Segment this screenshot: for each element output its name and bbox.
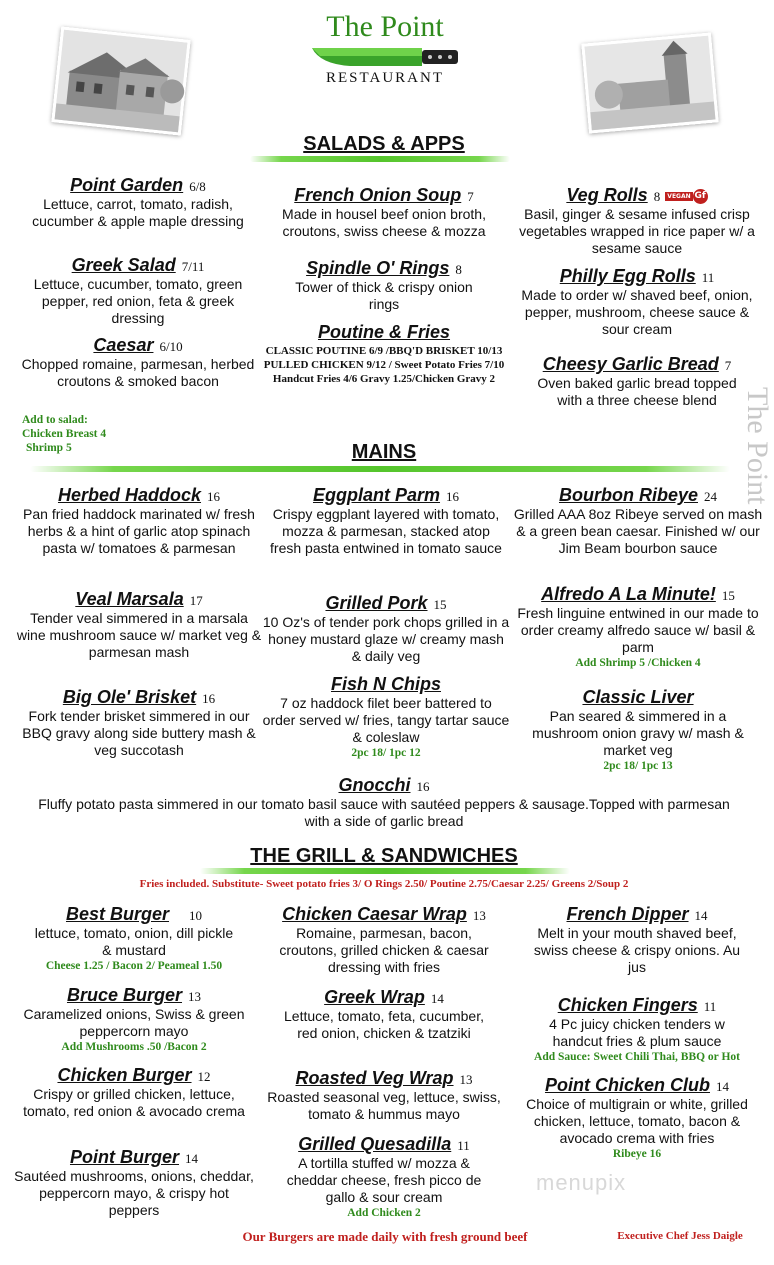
item-name: Chicken Burger [57,1065,192,1085]
menu-item-bruce-burger [14,985,254,1054]
item-desc: Melt in your mouth shaved beef, swiss cheese & crispy onions. Au jus [533,925,741,975]
section-title-salads: SALADS & APPS [303,133,465,155]
logo-subtitle: RESTAURANT [326,70,444,86]
menupix-watermark: menupix [536,1170,627,1195]
item-desc: Choice of multigrain or white, grilled chicken, lettuce, tomato, bacon & avocado crema with fries [526,1096,748,1146]
item-name: Greek Wrap [324,987,425,1007]
item-price: 16 [416,779,430,794]
item-price: 15 [721,588,735,603]
menu-item-classic-liver [512,687,764,773]
section-underline [30,466,730,472]
item-addon: 2pc 18/ 1pc 13 [603,760,673,772]
item-desc: 4 Pc juicy chicken tenders w handcut fries & plum sauce [549,1016,725,1049]
menu-item-point-garden [18,175,258,230]
item-price: 11 [703,999,717,1014]
item-price: 7 [724,358,732,373]
knife-icon [310,46,460,68]
item-price: 15 [433,597,447,612]
item-addon: Add Chicken 2 [347,1207,421,1219]
menu-item-point-burger [14,1147,254,1219]
item-name: Alfredo A La Minute! [541,584,716,604]
item-price: 7 [467,189,474,204]
item-price: 8 [455,262,462,277]
menu-item-fish-n-chips [262,674,510,760]
menu-item-french-dipper [514,904,760,976]
item-desc: Lettuce, tomato, feta, cucumber, red onion, chicken & tzatziki [284,1008,484,1041]
item-price: 17 [189,593,203,608]
section-title-mains: MAINS [351,441,417,463]
menu-item-french-onion [262,185,506,240]
logo-title: The Point [326,10,444,43]
section-underline [250,156,510,162]
menu-item-eggplant-parm [266,485,506,557]
item-desc: Romaine, parmesan, bacon, croutons, grilled chicken & caesar dressing with fries [279,925,489,975]
item-name: Caesar [93,335,154,355]
item-price: 11 [701,270,715,285]
item-price: 7/11 [181,259,205,274]
item-addon: Ribeye 16 [612,1148,662,1160]
item-addon: Cheese 1.25 / Bacon 2/ Peameal 1.50 [45,960,223,972]
menu-item-poutine [262,322,506,386]
item-name: Spindle O' Rings [306,258,450,278]
item-name: Veal Marsala [75,589,184,609]
menu-item-gnocchi [20,775,748,830]
section-underline [200,868,570,874]
menu-item-alfredo [512,584,764,670]
item-desc: Grilled AAA 8oz Ribeye served on mash & a green bean caesar. Finished w/ our Jim Beam bourbon sauce [513,506,763,556]
vegan-badge: VEGAN [667,193,691,200]
item-price: 11 [457,1138,470,1153]
item-name: Gnocchi [338,775,411,795]
item-name: Fish N Chips [330,674,441,694]
item-desc: Fork tender brisket simmered in our BBQ gravy along side buttery mash & veg succotash [22,708,256,758]
item-name: Point Burger [69,1147,179,1167]
item-name: Point Garden [70,175,184,195]
menu-item-roasted-veg-wrap [260,1068,508,1123]
menu-item-philly-egg-rolls [512,266,762,338]
menu-item-spindle-rings [262,258,506,313]
old-house-photo [51,26,190,135]
menu-item-herbed-haddock [14,485,264,557]
item-name: Philly Egg Rolls [559,266,696,286]
menu-item-bourbon-ribeye [512,485,764,557]
item-price: 10 [189,908,203,923]
item-name: Point Chicken Club [544,1075,710,1095]
item-price: 13 [188,989,202,1004]
menu-item-chicken-caesar-wrap [260,904,508,976]
footer-burgers-note: Our Burgers are made daily with fresh ground beef [242,1229,528,1244]
item-price: 16 [207,489,221,504]
menu-item-best-burger [14,904,254,973]
menu-item-chicken-burger [14,1065,254,1120]
menu-item-greek-wrap [260,987,508,1042]
item-name: French Onion Soup [294,185,462,205]
item-desc: Oven baked garlic bread topped with a three cheese blend [537,375,737,408]
item-name: Roasted Veg Wrap [295,1068,454,1088]
menu-item-point-chicken-club [514,1075,760,1161]
item-desc: Crispy eggplant layered with tomato, mozza & parmesan, stacked atop fresh pasta entwined in tomato sauce [270,506,502,556]
item-name: Big Ole' Brisket [62,687,197,707]
substitution-note: Fries included. Substitute- Sweet potato fries 3/ O Rings 2.50/ Poutine 2.75/Caesar 2.25/ Greens 2/Soup 2 [139,878,629,890]
item-name: Herbed Haddock [57,485,202,505]
menu-item-caesar [18,335,258,390]
item-price: 6/8 [189,179,206,194]
item-desc: Pan seared & simmered in a mushroom onion gravy w/ mash & market veg [532,708,744,758]
item-desc: A tortilla stuffed w/ mozza & cheddar cheese, fresh picco de gallo & sour cream [286,1155,482,1205]
item-price: 16 [446,489,460,504]
item-name: Bourbon Ribeye [558,485,698,505]
add-to-salad-shrimp: Shrimp 5 [26,442,72,454]
add-to-salad-title: Add to salad: [22,414,88,426]
item-desc: CLASSIC POUTINE 6/9 /BBQ'D BRISKET 10/13 PULLED CHICKEN 9/12 / Sweet Potato Fries 7/10 Handcut Fries 4/6 Gravy 1.25/Chicken Gravy 2 [263,345,505,385]
item-desc: Tower of thick & crispy onion rings [295,279,473,312]
item-name: Bruce Burger [66,985,183,1005]
item-name: Classic Liver [582,687,694,707]
item-desc: Sautéed mushrooms, onions, cheddar, peppercorn mayo, & crispy hot peppers [14,1168,254,1218]
item-price: 14 [694,908,708,923]
item-name: Chicken Fingers [557,995,698,1015]
item-name: Grilled Quesadilla [298,1134,452,1154]
item-desc: Tender veal simmered in a marsala wine mushroom sauce w/ market veg & parmesan mash [16,610,262,660]
item-name: Poutine & Fries [317,322,451,342]
item-price: 13 [459,1072,473,1087]
logo [300,10,470,100]
item-name: Chicken Caesar Wrap [282,904,467,924]
item-name: Greek Salad [71,255,176,275]
item-name: Best Burger [65,904,170,924]
item-desc: Caramelized onions, Swiss & green peppercorn mayo [23,1006,245,1039]
menu-item-grilled-pork [262,593,510,665]
side-watermark: The Point [741,387,774,505]
item-desc: Pan fried haddock marinated w/ fresh herbs & a hint of garlic atop spinach pasta w/ tomatoes & parmesan [23,506,255,556]
add-to-salad-chicken: Chicken Breast 4 [22,428,107,440]
item-price: 24 [704,489,717,504]
item-addon: Add Mushrooms .50 /Bacon 2 [61,1041,207,1053]
item-addon: Add Shrimp 5 /Chicken 4 [575,657,701,669]
gluten-free-badge: Gf [693,189,708,204]
item-desc: Made in housel beef onion broth, croutons, swiss cheese & mozza [282,206,486,239]
item-desc: Fresh linguine entwined in our made to order creamy alfredo sauce w/ basil & parm [517,605,759,655]
item-desc: Lettuce, cucumber, tomato, green pepper, red onion, feta & greek dressing [33,276,243,326]
item-desc: Lettuce, carrot, tomato, radish, cucumber & apple maple dressing [32,196,244,229]
menu-item-veal-marsala [14,589,264,661]
menu-item-veg-rolls [512,185,762,257]
item-name: French Dipper [566,904,689,924]
item-addon: Add Sauce: Sweet Chili Thai, BBQ or Hot [534,1051,740,1063]
item-desc: 7 oz haddock filet beer battered to order served w/ fries, tangy tartar sauce & coleslaw [262,695,510,745]
item-name: Grilled Pork [325,593,428,613]
item-price: 16 [202,691,216,706]
old-church-photo [581,33,718,134]
item-price: 14 [716,1079,729,1094]
item-price: 14 [430,991,444,1006]
item-desc: Basil, ginger & sesame infused crisp vegetables wrapped in rice paper w/ a sesame sauce [519,206,755,256]
item-name: Eggplant Parm [312,485,441,505]
item-desc: Chopped romaine, parmesan, herbed croutons & smoked bacon [21,356,255,389]
item-name: Cheesy Garlic Bread [542,354,719,374]
item-name: Veg Rolls [566,185,648,205]
item-addon: 2pc 18/ 1pc 12 [351,747,421,759]
item-desc: Fluffy potato pasta simmered in our tomato basil sauce with sautéed peppers & sausage.Topped with parmesan with a side of garlic bread [38,796,730,829]
item-desc: Roasted seasonal veg, lettuce, swiss, tomato & hummus mayo [267,1089,501,1122]
menu-item-big-ole-brisket [14,687,264,759]
menu-item-grilled-quesadilla [260,1134,508,1220]
menu-item-greek-salad [18,255,258,327]
footer-chef: Executive Chef Jess Daigle [617,1230,743,1242]
item-price: 12 [197,1069,211,1084]
item-desc: 10 Oz's of tender pork chops grilled in a honey mustard glaze w/ creamy mash & daily veg [262,614,510,664]
menu-item-chicken-fingers [514,995,760,1064]
menu-item-garlic-bread [512,354,762,409]
section-title-grill: THE GRILL & SANDWICHES [250,845,518,867]
item-price: 13 [472,908,486,923]
item-desc: Made to order w/ shaved beef, onion, pepper, mushroom, cheese sauce & sour cream [521,287,753,337]
item-price: 8 [653,189,661,204]
item-price: 14 [185,1151,198,1166]
item-desc: Crispy or grilled chicken, lettuce, tomato, red onion & avocado crema [23,1086,245,1119]
item-price: 6/10 [159,339,183,354]
item-desc: lettuce, tomato, onion, dill pickle & mustard [34,925,234,958]
